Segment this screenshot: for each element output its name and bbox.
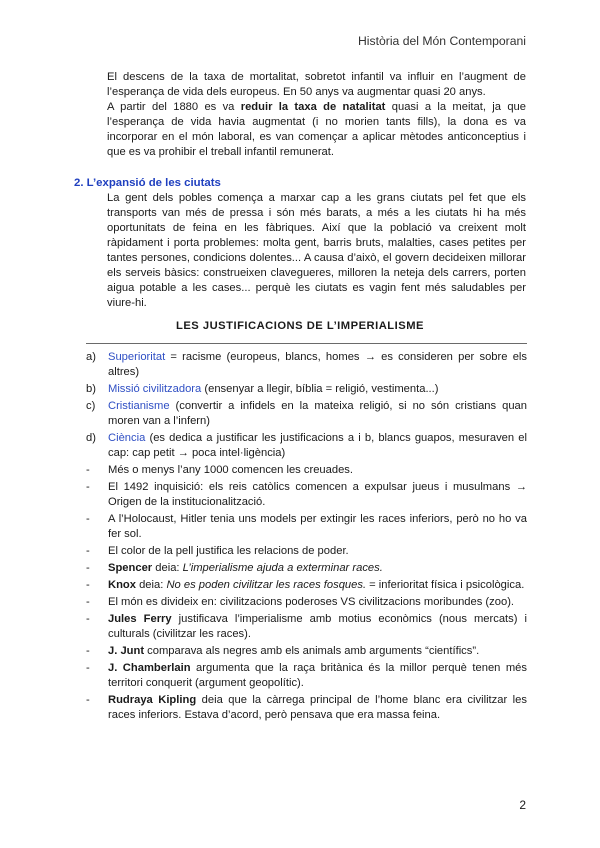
list-item-text: (es dedica a justificar les justificacions a i b, blancs guapos, mesuraven el cap: cap petit → poca intel·ligència) <box>108 432 527 459</box>
list-item-text: (ensenyar a llegir, bíblia = religió, vestimenta...) <box>201 383 439 395</box>
dash-marker: - <box>86 662 90 674</box>
author-chamberlain: J. Chamberlain <box>108 662 191 674</box>
list-item-inquisicio <box>86 480 527 510</box>
author-jules-ferry: Jules Ferry <box>108 613 172 625</box>
dash-marker: - <box>86 579 90 591</box>
term-missio-civilitzadora: Missió civilitzadora <box>108 383 202 395</box>
list-item-holocaust <box>86 512 527 542</box>
title-divider <box>86 343 527 344</box>
list-item-text: deia: <box>152 562 183 574</box>
list-item-missio <box>86 382 527 397</box>
list-marker: d) <box>86 432 96 444</box>
paragraph-mortality: El descens de la taxa de mortalitat, sobretot infantil va influir en l’augment de l’esperança de vida dels europeus. En 50 anys va augmentar quasi 20 anys. <box>107 71 526 98</box>
list-item-text: El color de la pell justifica les relacions de poder. <box>108 545 349 557</box>
page-number: 2 <box>519 798 526 812</box>
list-item-text: justificava l’imperialisme amb motius econòmics (nous mercats) i culturals (civilitzar les races). <box>108 613 527 640</box>
list-item-text: deia: <box>135 579 167 591</box>
dash-marker: - <box>86 513 90 525</box>
term-superioritat: Superioritat <box>108 351 166 363</box>
list-item-j-junt <box>86 644 527 659</box>
paragraph-birth-rate <box>107 100 526 160</box>
dash-marker: - <box>86 596 90 608</box>
author-knox: Knox <box>108 579 136 591</box>
list-item-text: deia que la càrrega principal de l’home blanc era civilitzar les races inferiors. Estava d’acord, però pensava que era massa feina. <box>108 694 527 721</box>
author-j-junt: J. Junt <box>108 645 145 657</box>
birth-rate-text-after: quasi a la meitat, ja que l’esperança de vida havia augmentat (i no morien tants fills), la dona es va incorporar en el món laboral, es van començar a aplicar mètodes anticonceptius i que es va prohibir el treball infantil remunerat. <box>107 101 526 158</box>
list-item-superioritat <box>86 350 527 380</box>
list-item-mon-dividit <box>86 595 527 610</box>
dash-marker: - <box>86 645 90 657</box>
dash-marker: - <box>86 562 90 574</box>
list-item-text: El món es divideix en: civilitzacions poderoses VS civilitzacions moribundes (zoo). <box>108 596 515 608</box>
justifications-title: LES JUSTIFICACIONS DE L’IMPERIALISME <box>176 320 424 332</box>
list-item-text: argumenta que la raça britànica és la millor perquè tenen més territori conquerit (argument geopolític). <box>108 662 527 689</box>
list-item-color-pell <box>86 544 527 559</box>
author-spencer: Spencer <box>108 562 153 574</box>
list-item-text: (convertir a infidels en la mateixa religió, si no són cristians quan moren van a l’infern) <box>108 400 527 427</box>
paragraph-cities: La gent dels pobles comença a marxar cap a les grans ciutats pel fet que els transports van més de pressa i són més barats, a més a les ciutats hi ha més oportunitats de feina en les fàbriques. Així que la població va creixent molt ràpidament i porta problemes: molta gent, barris bruts, malalties, cases petites per tantes persones, condicions dolentes... A causa d’això, el govern decideixen millorar els serveis bàsics: construeixen clavegueres, milloren la neteja dels carrers, porten aigua potable a les cases... perquè les ciutats es vagin fent més saludables per viure-hi. <box>107 192 526 309</box>
list-marker: c) <box>86 400 96 412</box>
dash-marker: - <box>86 464 90 476</box>
page-header-title: Història del Món Contemporani <box>358 34 526 48</box>
list-item-kipling <box>86 693 527 723</box>
list-item-jules-ferry <box>86 612 527 642</box>
birth-rate-emphasis: reduir la taxa de natalitat <box>240 101 386 113</box>
section-heading-cities: 2. L’expansió de les ciutats <box>74 177 221 189</box>
list-item-text: = racisme (europeus, blancs, homes → es consideren per sobre els altres) <box>108 351 527 378</box>
term-ciencia: Ciència <box>108 432 146 444</box>
author-kipling: Rudraya Kipling <box>108 694 197 706</box>
quote-spencer: L’imperialisme ajuda a exterminar races. <box>182 562 383 574</box>
list-item-text: = inferioritat física i psicològica. <box>366 579 525 591</box>
list-item-spencer <box>86 561 527 576</box>
list-item-cristianisme <box>86 399 527 429</box>
dash-marker: - <box>86 694 90 706</box>
list-item-chamberlain <box>86 661 527 691</box>
dash-marker: - <box>86 545 90 557</box>
birth-rate-text-before: A partir del 1880 es va <box>107 101 241 113</box>
term-cristianisme: Cristianisme <box>108 400 170 412</box>
list-item-text: Més o menys l’any 1000 comencen les creuades. <box>108 464 354 476</box>
list-item-creuades <box>86 463 527 478</box>
dash-marker: - <box>86 613 90 625</box>
list-item-text: El 1492 inquisició: els reis catòlics comencen a expulsar jueus i musulmans → Origen de la institucionalització. <box>108 481 527 508</box>
list-item-text: comparava als negres amb els animals amb arguments “científics”. <box>144 645 480 657</box>
dash-marker: - <box>86 481 90 493</box>
list-item-text: A l’Holocaust, Hitler tenia uns models per extingir les races inferiors, però no ho va fer sol. <box>108 513 527 540</box>
list-item-knox <box>86 578 527 593</box>
list-marker: a) <box>86 351 96 363</box>
justifications-list <box>86 350 527 725</box>
list-item-ciencia <box>86 431 527 461</box>
list-marker: b) <box>86 383 96 395</box>
quote-knox: No es poden civilitzar les races fosques. <box>166 579 367 591</box>
